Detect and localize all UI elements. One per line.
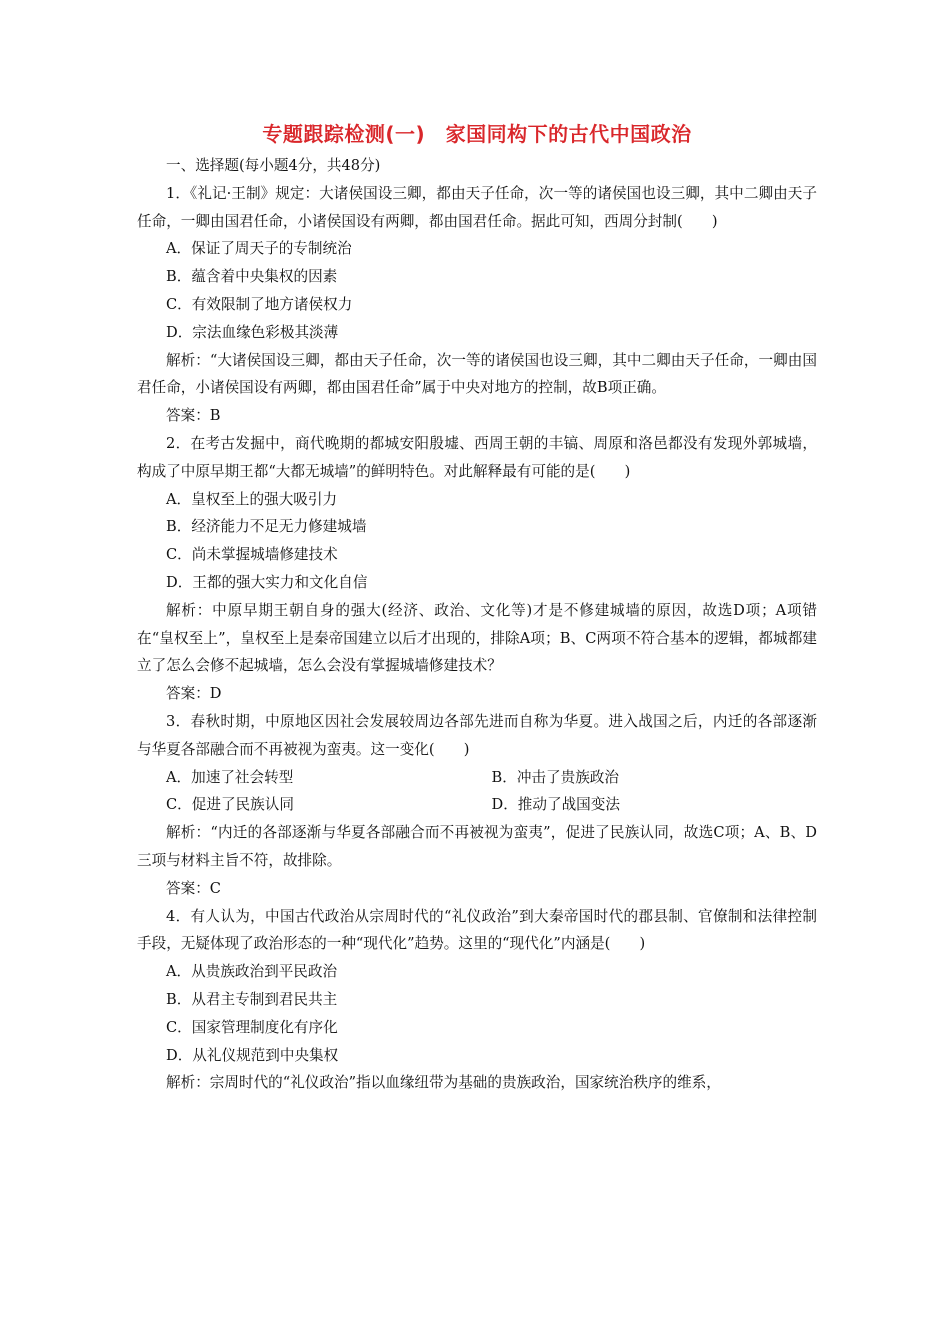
question-stem: 1．《礼记·王制》规定：大诸侯国设三卿，都由天子任命，次一等的诸侯国也设三卿，其中二卿由天子任命，一卿由国君任命，小诸侯国设有两卿，都由国君任命。据此可知，西周分封制( )	[137, 184, 817, 230]
question-4	[137, 903, 817, 1098]
option-b: B．经济能力不足无力修建城墙	[166, 518, 367, 536]
option-b: B．从君主专制到君民共主	[166, 990, 338, 1008]
question-2	[137, 430, 817, 708]
question-analysis: 解析：宗周时代的“礼仪政治”指以血缘纽带为基础的贵族政治，国家统治秩序的维系，	[166, 1074, 721, 1092]
option-d: D．推动了战国变法	[491, 796, 620, 814]
section-heading: 一、选择题(每小题4分，共48分)	[166, 157, 381, 174]
option-c: C．尚未掌握城墙修建技术	[166, 546, 338, 564]
question-answer: 答案：D	[166, 685, 222, 703]
option-b: B．冲击了贵族政治	[491, 768, 619, 786]
option-d: D．王都的强大实力和文化自信	[166, 573, 368, 591]
question-stem: 3．春秋时期，中原地区因社会发展较周边各部先进而自称为华夏。进入战国之后，内迁的各部逐渐与华夏各部融合而不再被视为蛮夷。这一变化( )	[137, 712, 817, 758]
document-page	[137, 118, 817, 1097]
option-c: C．国家管理制度化有序化	[166, 1018, 338, 1036]
option-d: D．从礼仪规范到中央集权	[166, 1046, 339, 1064]
option-c: C．有效限制了地方诸侯权力	[166, 295, 353, 313]
question-stem: 2．在考古发掘中，商代晚期的都城安阳殷墟、西周王朝的丰镐、周原和洛邑都没有发现外郭城墙，构成了中原早期王都“大都无城墙”的鲜明特色。对此解释最有可能的是( )	[137, 434, 817, 480]
question-3	[137, 708, 817, 903]
option-row	[137, 791, 817, 819]
question-analysis: 解析：“大诸侯国设三卿，都由天子任命，次一等的诸侯国也设三卿，其中二卿由天子任命，一卿由国君任命，小诸侯国设有两卿，都由国君任命”属于中央对地方的控制，故B项正确。	[137, 351, 817, 397]
question-1	[137, 180, 817, 430]
question-analysis: 解析：中原早期王朝自身的强大(经济、政治、文化等)才是不修建城墙的原因，故选D项；A项错在“皇权至上”，皇权至上是秦帝国建立以后才出现的，排除A项；B、C两项不符合基本的逻辑，都城都建立了怎么会修不起城墙，怎么会没有掌握城墙修建技术？	[137, 601, 817, 675]
document-title: 专题跟踪检测(一) 家国同构下的古代中国政治	[262, 122, 692, 146]
option-a: A．从贵族政治到平民政治	[166, 963, 338, 981]
question-stem: 4．有人认为，中国古代政治从宗周时代的“礼仪政治”到大秦帝国时代的郡县制、官僚制和法律控制手段，无疑体现了政治形态的一种“现代化”趋势。这里的“现代化”内涵是( )	[137, 907, 817, 953]
option-row	[137, 764, 817, 792]
option-c: C．促进了民族认同	[166, 796, 294, 814]
option-a: A．保证了周天子的专制统治	[166, 240, 352, 258]
option-a: A．加速了社会转型	[166, 768, 294, 786]
option-d: D．宗法血缘色彩极其淡薄	[166, 323, 339, 341]
option-a: A．皇权至上的强大吸引力	[166, 490, 338, 508]
option-b: B．蕴含着中央集权的因素	[166, 268, 338, 286]
question-answer: 答案：C	[166, 879, 221, 897]
question-answer: 答案：B	[166, 407, 221, 425]
question-analysis: 解析：“内迁的各部逐渐与华夏各部融合而不再被视为蛮夷”，促进了民族认同，故选C项；A、B、D三项与材料主旨不符，故排除。	[137, 824, 817, 869]
